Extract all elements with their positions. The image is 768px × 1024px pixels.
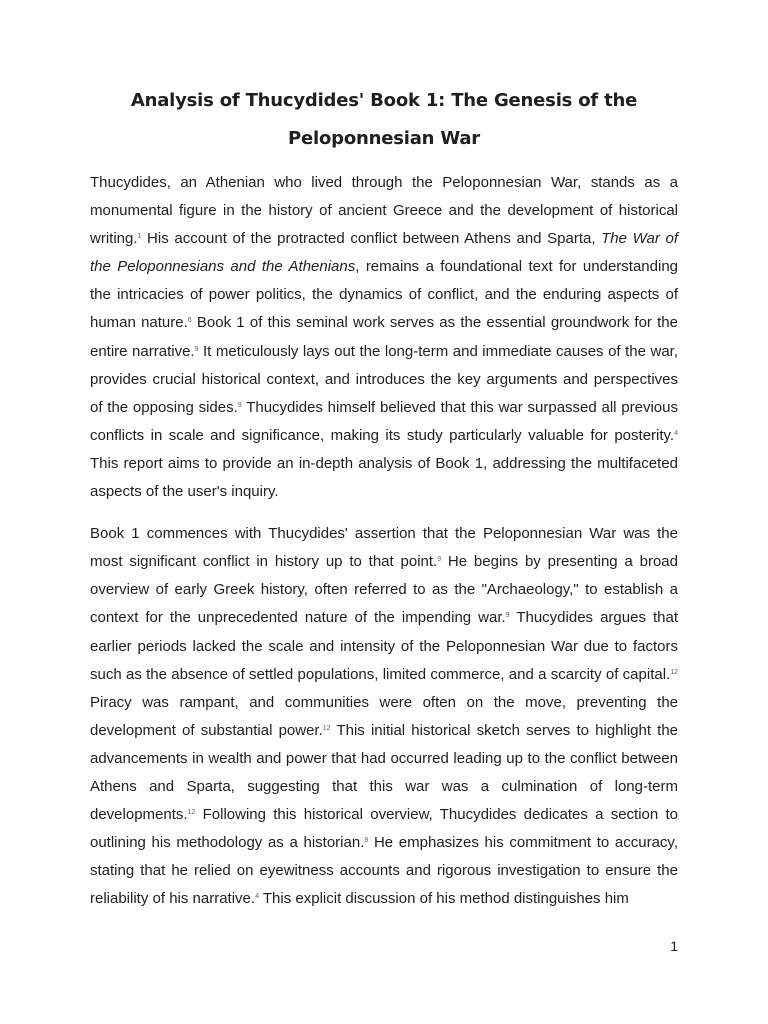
- text-run: Book 1 of this seminal work serves as the essential groundwork for the entire narrative.: [90, 314, 678, 360]
- text-run: Thucydides argues that earlier periods lacked the scale and intensity of the Peloponnesian War due to factors such as the absence of settled populations, limited commerce, and a scarcity of capital.: [90, 609, 678, 683]
- text-run: Thucydides, an Athenian who lived through the Peloponnesian War, stands as a monumental figure in the history of ancient Greece and the development of historical writing.: [90, 174, 678, 248]
- citation-marker: 12: [187, 808, 196, 816]
- paragraph-1: [90, 169, 678, 506]
- page-number: 1: [670, 938, 678, 954]
- citation-marker: 1: [137, 232, 142, 240]
- citation-marker: 9: [237, 401, 242, 409]
- paragraph-2: [90, 520, 678, 913]
- text-run: Thucydides himself believed that this war surpassed all previous conflicts in scale and significance, making its study particularly valuable for posterity.: [90, 398, 678, 444]
- title-line-1: Analysis of Thucydides' Book 1: The Genesis of the: [130, 90, 638, 111]
- citation-marker: 6: [187, 317, 192, 325]
- text-run: This report aims to provide an in-depth analysis of Book 1, addressing the multifaceted aspects of the user's inquiry.: [90, 454, 678, 501]
- text-run: Piracy was rampant, and communities were often on the move, preventing the development of substantial power.: [90, 693, 678, 739]
- citation-marker: 12: [322, 724, 331, 732]
- text-run: It meticulously lays out the long-term and immediate causes of the war, provides crucial historical context, and introduces the key arguments and perspectives of the opposing sides.: [90, 342, 678, 416]
- title-line-2: Peloponnesian War: [288, 128, 480, 149]
- text-run: This initial historical sketch serves to highlight the advancements in wealth and power that had occurred leading up to the conflict between Athens and Sparta, suggesting that this war was a culmination of long-term developments.: [90, 721, 679, 824]
- citation-marker: 4: [674, 429, 678, 437]
- text-run: Following this historical overview, Thucydides dedicates a section to outlining his methodology as a historian.: [90, 806, 678, 852]
- text-run: He emphasizes his commitment to accuracy, stating that he relied on eyewitness accounts and rigorous investigation to ensure the reliability of his narrative.: [90, 834, 678, 908]
- citation-marker: 9: [505, 612, 510, 620]
- text-run: This explicit discussion of his method distinguishes him: [258, 890, 629, 908]
- document-page: [90, 82, 678, 913]
- citation-marker: 9: [194, 345, 199, 353]
- text-run: He begins by presenting a broad overview of early Greek history, often referred to as the "Archaeology," to establish a context for the unprecedented nature of the impending war.: [90, 553, 678, 627]
- text-run: , remains a foundational text for understanding the intricacies of power politics, the dynamics of conflict, and the enduring aspects of human nature.: [90, 258, 678, 332]
- citation-marker: 12: [670, 668, 678, 676]
- italic-title: The War of the Peloponnesians and the Athenians: [90, 230, 678, 276]
- text-run: Book 1 commences with Thucydides' assertion that the Peloponnesian War was the most significant conflict in history up to that point.: [90, 525, 678, 571]
- document-title: [90, 82, 678, 158]
- citation-marker: 9: [437, 555, 442, 563]
- citation-marker: 9: [364, 836, 369, 844]
- text-run: His account of the protracted conflict between Athens and Sparta,: [141, 230, 602, 248]
- citation-marker: 4: [255, 893, 259, 901]
